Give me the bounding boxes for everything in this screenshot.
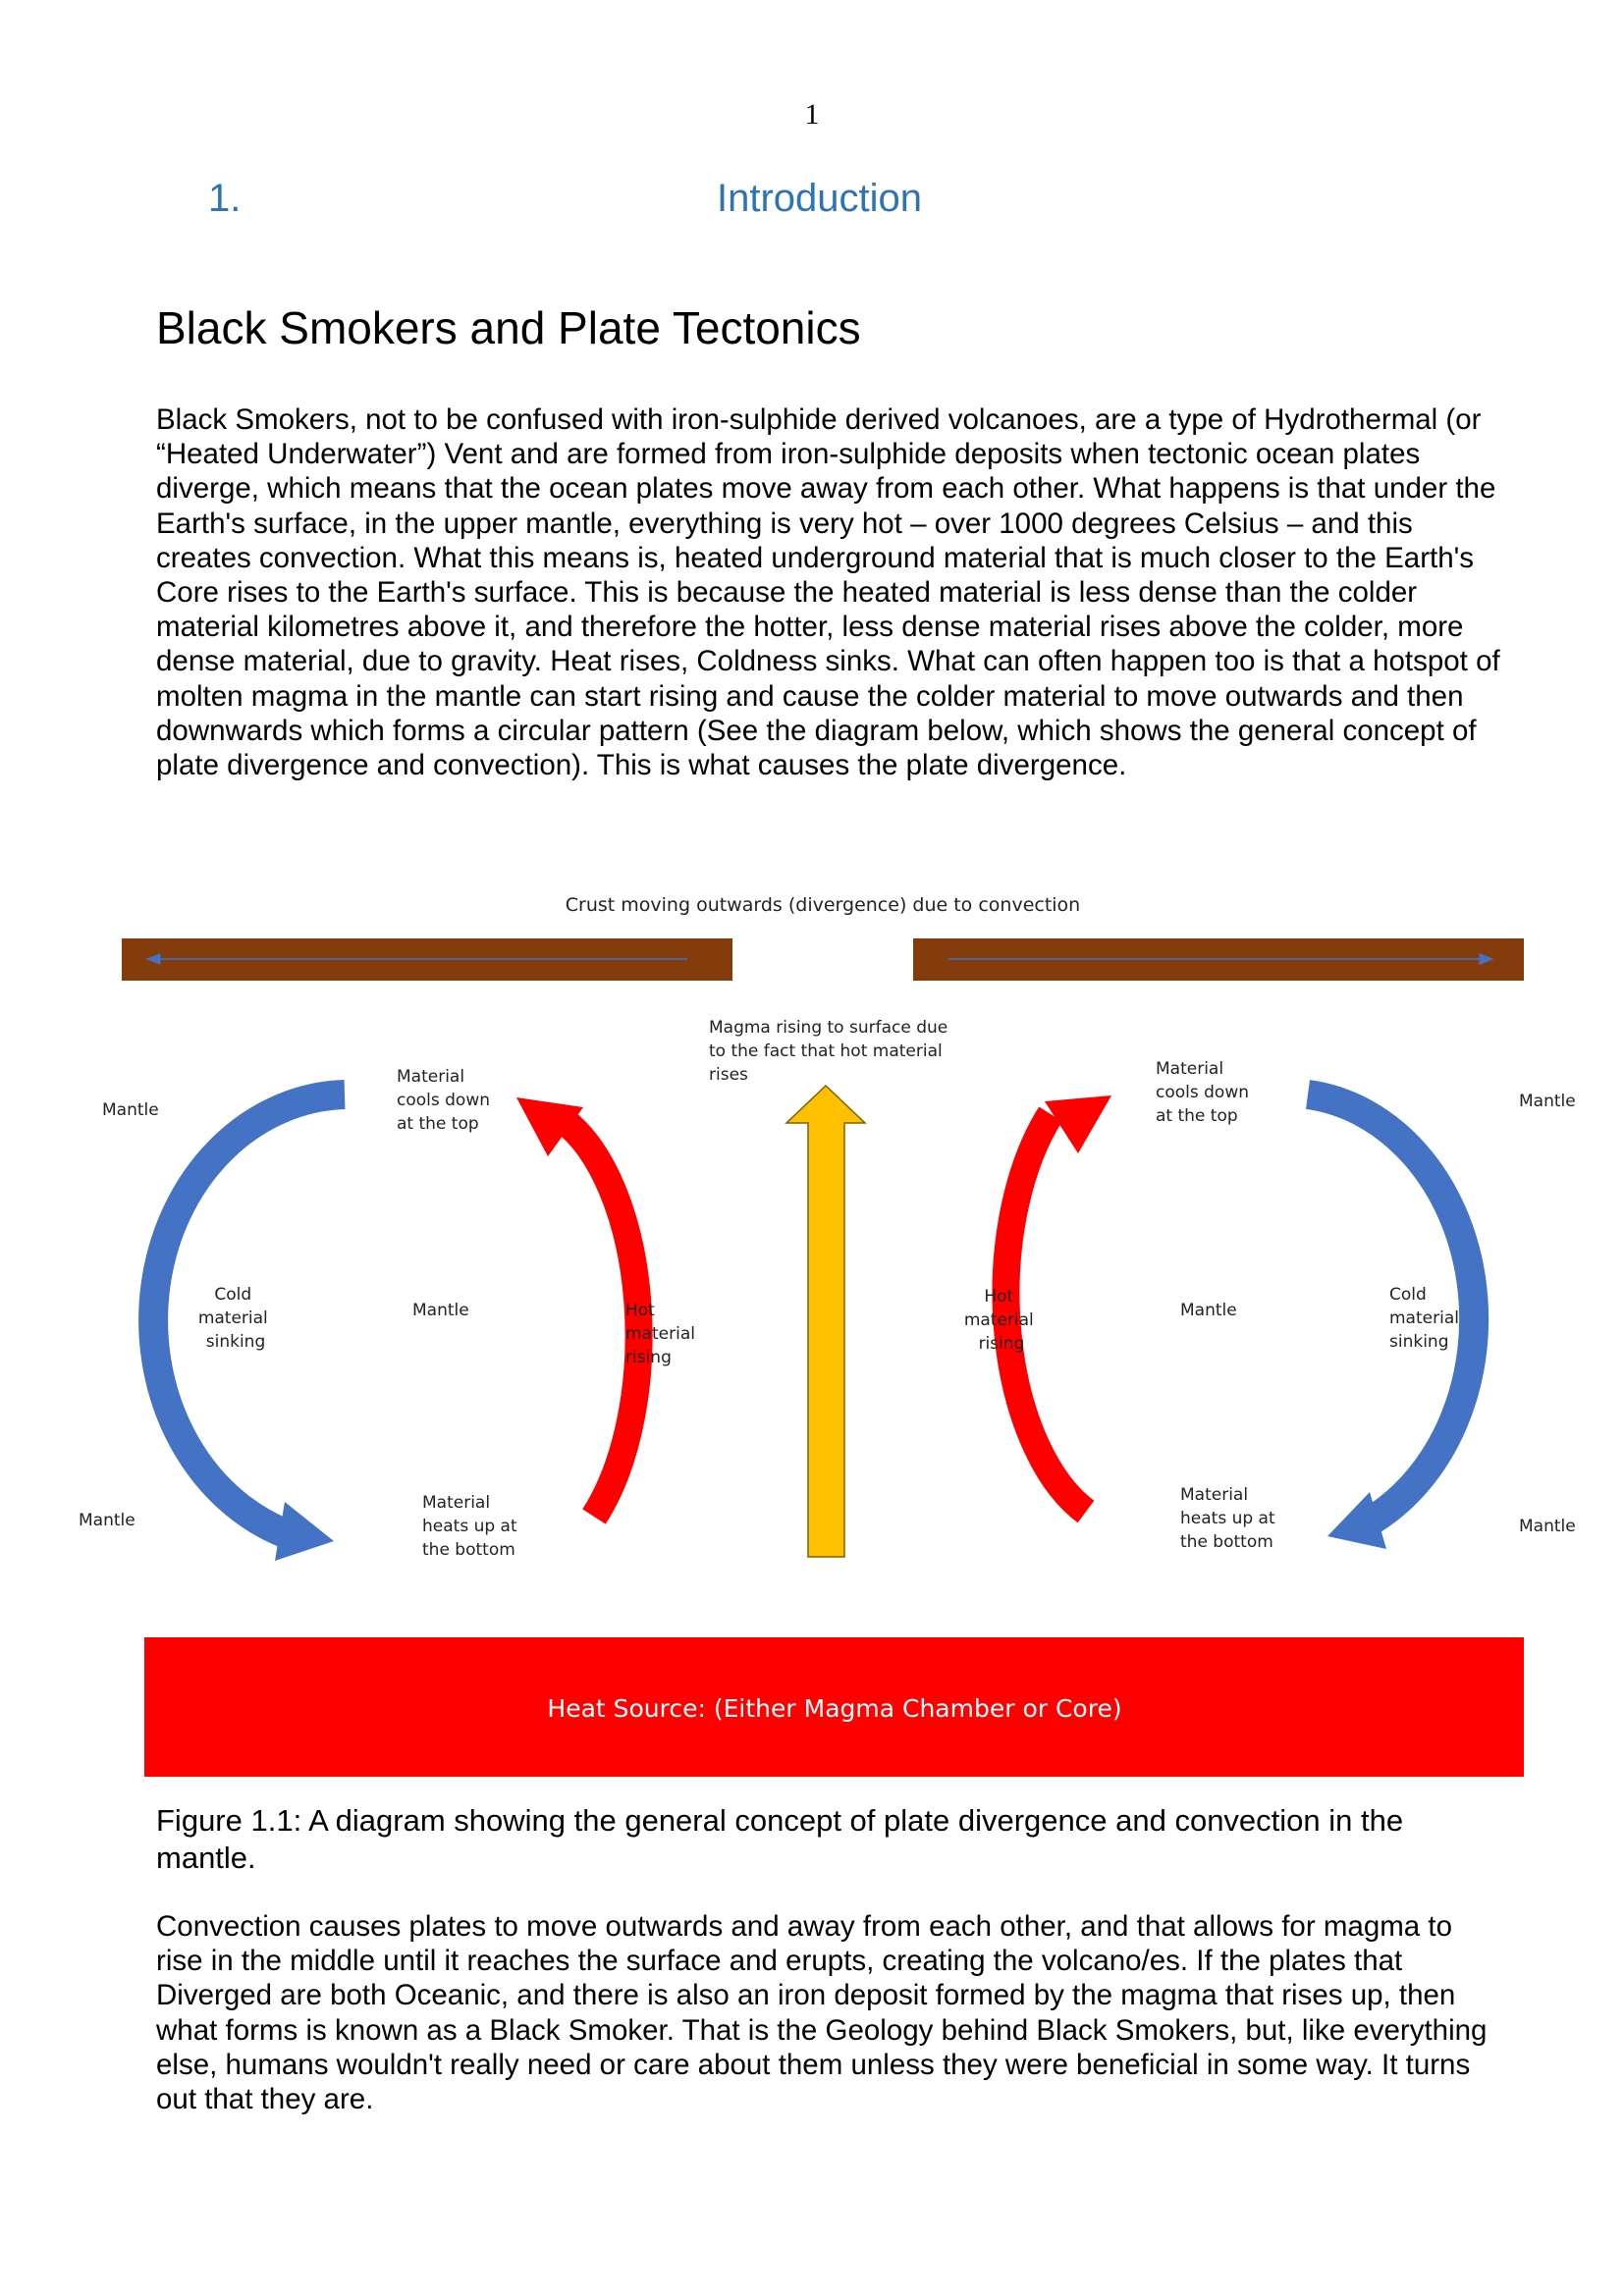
- figure-caption: Figure 1.1: A diagram showing the general concept of plate divergence and convection in the mantle.: [156, 1803, 1404, 1875]
- mantle-label-top-left: Mantle: [102, 1100, 159, 1120]
- mantle-label-center-right: Mantle: [1180, 1301, 1237, 1320]
- mantle-label-top-right: Mantle: [1519, 1092, 1576, 1111]
- hot-rising-label-left: Hot material rising: [625, 1301, 695, 1367]
- section-title: Black Smokers and Plate Tectonics: [156, 302, 861, 353]
- page-number: 1: [804, 98, 820, 131]
- cold-sinking-label-left: Cold material sinking: [197, 1285, 268, 1352]
- cold-arrowhead-left: [275, 1502, 334, 1561]
- cools-down-label-right: Material cools down at the top: [1156, 1059, 1250, 1126]
- cools-down-label-left: Material cools down at the top: [397, 1067, 491, 1134]
- heats-up-label-left: Material heats up at the bottom: [422, 1493, 517, 1560]
- mantle-label-bottom-left: Mantle: [79, 1511, 135, 1530]
- heading-number: 1.: [208, 177, 242, 220]
- convection-diagram: [0, 874, 1624, 1816]
- crust-label: Crust moving outwards (divergence) due to convection: [565, 894, 1081, 916]
- second-paragraph: Convection causes plates to move outwards and away from each other, and that allows for magma to rise in the middle until it reaches the surface and erupts, creating the volcano/es. If the plates that Diverged are both Oceanic, and there is also an iron deposit formed by the magma that rises up, then what forms is known as a Black Smoker. That is the Geology behind Black Smokers, but, like everything else, humans wouldn't really need or care about them unless they were beneficial in some way. It turns out that they are.: [156, 1910, 1488, 2116]
- cold-sinking-label-right: Cold material sinking: [1389, 1285, 1459, 1352]
- mantle-label-bottom-right: Mantle: [1519, 1517, 1576, 1536]
- magma-label: Magma rising to surface due to the fact that hot material rises: [709, 1018, 948, 1085]
- heats-up-label-right: Material heats up at the bottom: [1180, 1485, 1275, 1552]
- magma-rising-arrow: [786, 1086, 865, 1557]
- heading-title: Introduction: [717, 177, 923, 220]
- hot-rising-label-right: Hot material rising: [963, 1287, 1034, 1354]
- heat-source-label: Heat Source: (Either Magma Chamber or Core): [547, 1694, 1122, 1723]
- intro-paragraph: Black Smokers, not to be confused with iron-sulphide derived volcanoes, are a type of Hydrothermal (or “Heated Underwater”) Vent and are formed from iron-sulphide deposits when tectonic ocean plates diverge, which means that the ocean plates move away from each other. What happens is that under the Earth's surface, in the upper mantle, everything is very hot – over 1000 degrees Celsius – and this creates convection. What this means is, heated underground material that is much closer to the Earth's Core rises to the Earth's surface. This is because the heated material is less dense than the colder material kilometres above it, and therefore the hotter, less dense material rises above the colder, more dense material, due to gravity. Heat rises, Coldness sinks. What can often happen too is that a hotspot of molten magma in the mantle can start rising and cause the colder material to move outwards and then downwards which forms a circular pattern (See the diagram below, which shows the general concept of plate divergence and convection). This is what causes the plate divergence.: [156, 403, 1500, 782]
- mantle-label-center-left: Mantle: [412, 1301, 469, 1320]
